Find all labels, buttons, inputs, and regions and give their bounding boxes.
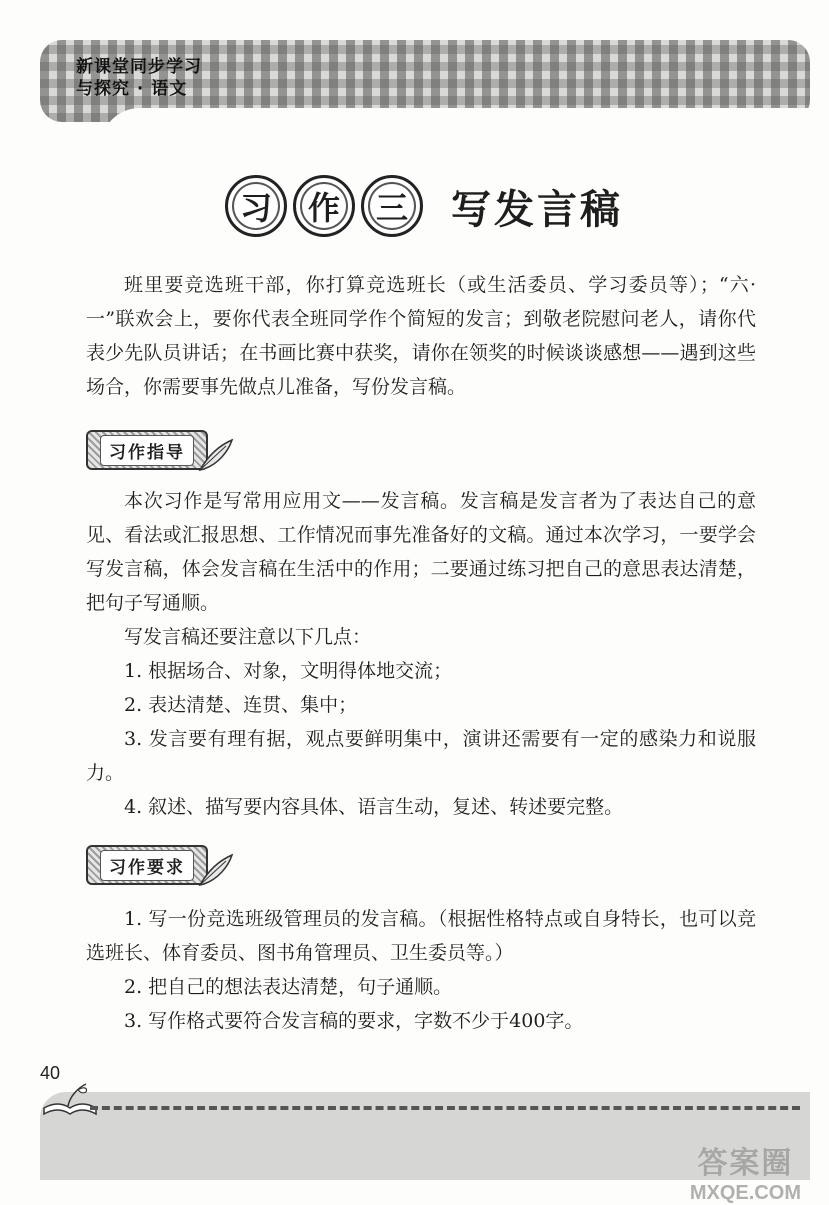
guide-point: 1. 根据场合、对象，文明得体地交流； bbox=[124, 660, 453, 682]
feather-icon bbox=[196, 436, 236, 476]
guide-points-intro: 写发言稿还要注意以下几点： bbox=[124, 626, 372, 648]
title-text: 写发言稿 bbox=[451, 186, 623, 233]
title-circle-char: 习 bbox=[225, 175, 287, 237]
watermark-site: MXQE.COM bbox=[689, 1182, 801, 1204]
title-circle-char: 作 bbox=[293, 175, 355, 237]
section-label-guide bbox=[86, 430, 208, 470]
section-label-text: 习作要求 bbox=[100, 850, 194, 881]
series-title-line2: 与探究 · 语文 bbox=[76, 79, 188, 99]
lesson-title bbox=[225, 175, 623, 237]
guide-point: 3. 发言要有理有据，观点要鲜明集中，演讲还需要有一定的感染力和说服力。 bbox=[86, 728, 756, 784]
section-label-text: 习作指导 bbox=[100, 435, 194, 466]
title-circle-char: 三 bbox=[361, 175, 423, 237]
book-leaf-icon bbox=[40, 1078, 100, 1118]
watermark bbox=[690, 1138, 801, 1205]
footer-dashed-line bbox=[90, 1106, 800, 1110]
page-number: 40 bbox=[40, 1063, 61, 1083]
feather-icon bbox=[196, 851, 236, 891]
requirement-item: 2. 把自己的想法表达清楚，句子通顺。 bbox=[124, 976, 453, 998]
series-title-line1: 新课堂同步学习 bbox=[76, 57, 202, 77]
requirement-item: 3. 写作格式要符合发言稿的要求，字数不少于400字。 bbox=[124, 1010, 584, 1032]
intro-paragraph: 班里要竞选班干部，你打算竞选班长（或生活委员、学习委员等）；“六·一”联欢会上，要你代表全班同学作个简短的发言；到敬老院慰问老人，请你代表少先队员讲话；在书画比赛中获奖，请你在领奖的时候谈谈感想——遇到这些场合，你需要事先做点儿准备，写份发言稿。 bbox=[86, 274, 756, 398]
guide-paragraph: 本次习作是写常用应用文——发言稿。发言稿是发言者为了表达自己的意见、看法或汇报思想、工作情况而事先准备好的文稿。通过本次学习，一要学会写发言稿，体会发言稿在生活中的作用；二要通过练习把自己的意思表达清楚，把句子写通顺。 bbox=[86, 490, 756, 614]
watermark-logo: 答案圈 bbox=[697, 1146, 794, 1181]
requirement-item: 1. 写一份竞选班级管理员的发言稿。（根据性格特点或自身特长，也可以竞选班长、体育委员、图书角管理员、卫生委员等。） bbox=[86, 908, 756, 964]
guide-point: 4. 叙述、描写要内容具体、语言生动，复述、转述要完整。 bbox=[124, 796, 624, 818]
series-title bbox=[76, 56, 202, 100]
guide-point: 2. 表达清楚、连贯、集中； bbox=[124, 694, 358, 716]
section-label-requirements bbox=[86, 845, 208, 885]
